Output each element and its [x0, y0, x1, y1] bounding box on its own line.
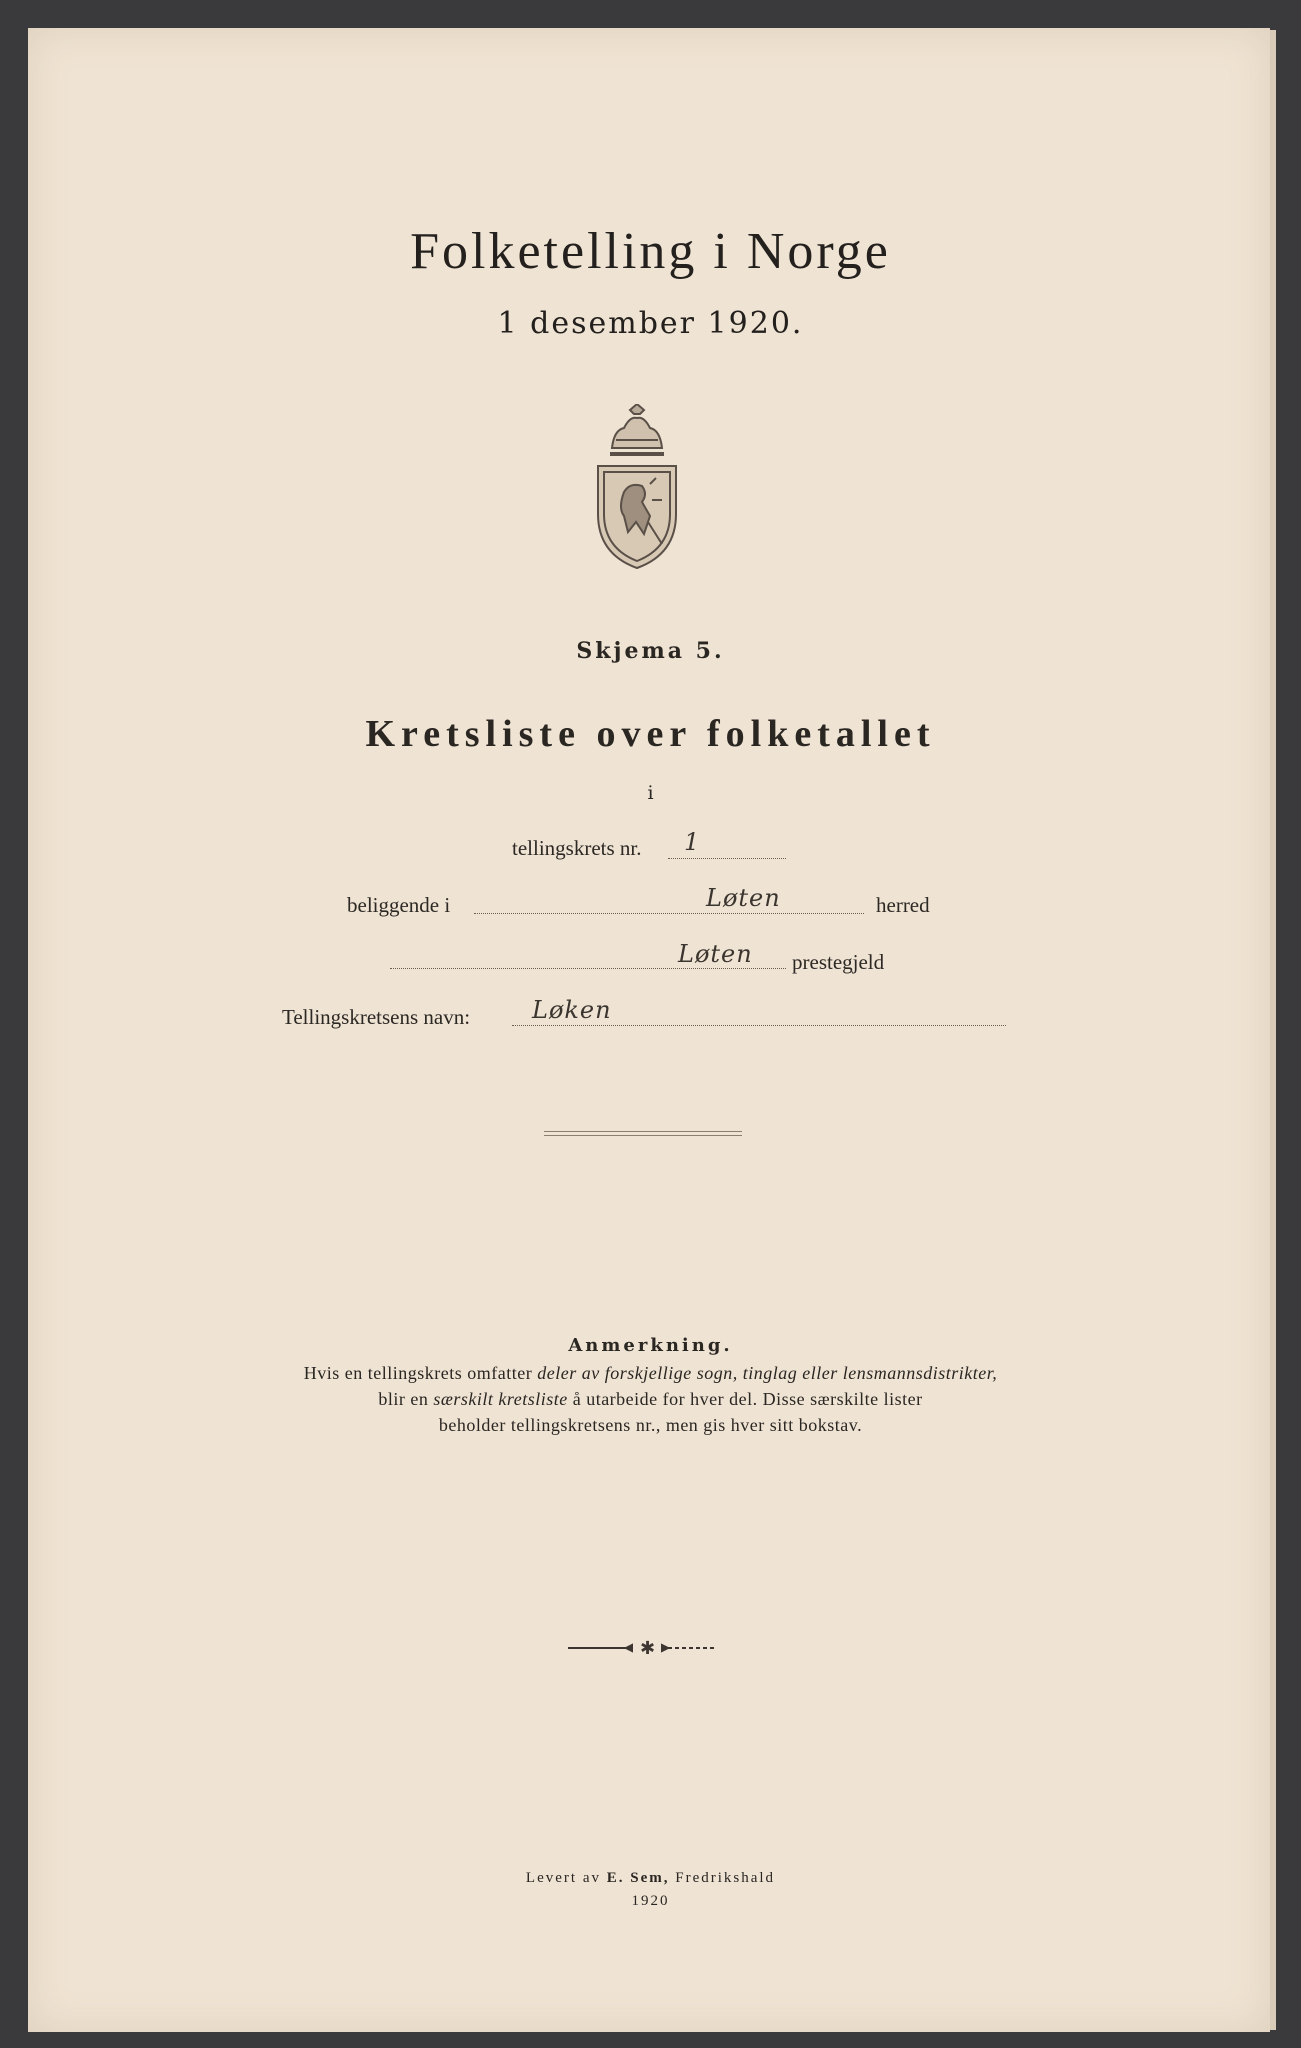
census-date: 1 desember 1920. — [497, 306, 804, 341]
herred-value: Løten — [706, 884, 781, 912]
divider-rule — [544, 1131, 742, 1132]
schema-number: Skjema 5. — [576, 638, 725, 664]
herred-label: herred — [876, 893, 930, 917]
krets-label: tellingskrets nr. — [512, 836, 642, 860]
form-heading: Kretsliste over folketallet — [365, 713, 936, 755]
print-year: 1920 — [631, 1893, 670, 1909]
krets-line — [668, 858, 786, 859]
note-line-3: beholder tellingskretsens nr., men gis hver sitt bokstav. — [438, 1415, 863, 1435]
prestegjeld-line — [390, 968, 786, 969]
supplier-line: Levert av E. Sem, Fredrikshald — [525, 1870, 776, 1886]
ornament-divider-icon — [566, 1638, 726, 1658]
norwegian-coat-of-arms-icon — [590, 404, 684, 572]
krets-name-value: Løken — [532, 996, 612, 1024]
divider-rule-second — [544, 1135, 742, 1136]
svg-text:✱: ✱ — [640, 1638, 656, 1658]
beliggende-label: beliggende i — [347, 893, 451, 917]
krets-name-line — [512, 1025, 1006, 1026]
note-line-1: Hvis en tellingskrets omfatter deler av forskjellige sogn, tinglag eller lensmannsdistrikter, — [303, 1363, 998, 1383]
herred-line — [474, 913, 864, 914]
krets-number-value: 1 — [684, 828, 701, 856]
krets-name-label: Tellingskretsens navn: — [282, 1005, 471, 1029]
document-title: Folketelling i Norge — [410, 223, 891, 280]
note-line-2: blir en særskilt kretsliste å utarbeide for hver del. Disse særskilte lister — [378, 1389, 923, 1409]
prestegjeld-label: prestegjeld — [792, 950, 885, 974]
note-heading: Anmerkning. — [568, 1335, 733, 1356]
prestegjeld-value: Løten — [678, 940, 753, 968]
connector-text: i — [647, 782, 654, 804]
